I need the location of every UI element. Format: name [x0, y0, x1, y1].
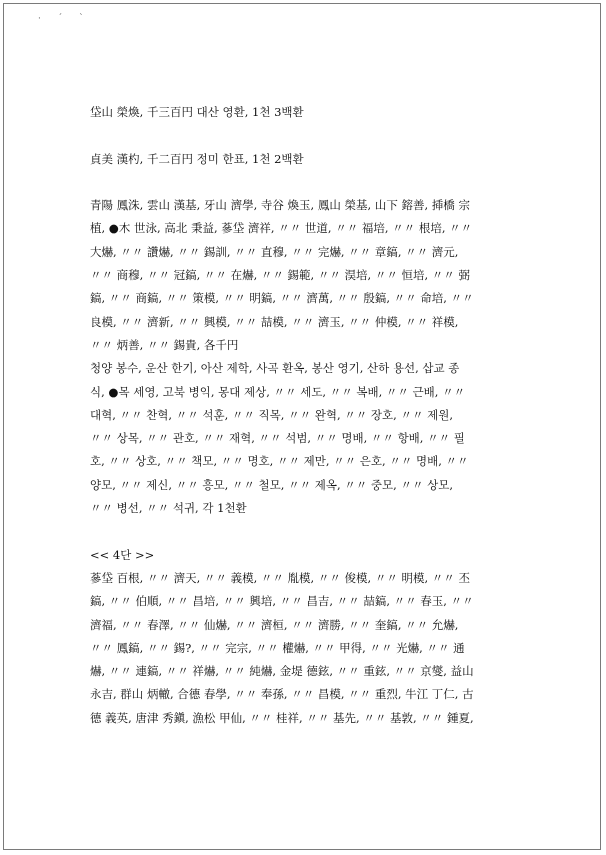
text-line: 鎬, 〃〃 伯順, 〃〃 昌培, 〃〃 興培, 〃〃 昌吉, 〃〃 喆鎬, 〃〃 春玉, 〃〃: [90, 594, 474, 609]
blank-line: [90, 124, 530, 147]
text-line: 貞美 漢杓, 千二百円 정미 한표, 1천 2백환: [90, 151, 304, 166]
text-line: 植, ●木 世泳, 高北 秉益, 蔘垈 濟祥, 〃〃 世道, 〃〃 福培, 〃〃 根培, 〃〃: [90, 221, 473, 236]
text-line: 德 義英, 唐津 秀鎭, 漁松 甲仙, 〃〃 桂祥, 〃〃 基先, 〃〃 基敦, 〃〃 鍾夏,: [90, 710, 474, 725]
text-line: 青陽 鳳洙, 雲山 漢基, 牙山 濟學, 寺谷 煥玉, 鳳山 榮基, 山下 鎔善, 揷橋 宗: [90, 198, 470, 213]
blank-line: [90, 171, 530, 194]
text-line: 〃〃 炳善, 〃〃 錫貴, 各千円: [90, 337, 239, 352]
text-line: 대혁, 〃〃 찬혁, 〃〃 석훈, 〃〃 직목, 〃〃 완혁, 〃〃 장호, 〃〃 제원,: [90, 407, 453, 422]
text-line: 식, ●목 세영, 고북 병익, 몽대 제상, 〃〃 세도, 〃〃 복배, 〃〃 근배, 〃〃: [90, 384, 466, 399]
document-body: [90, 101, 530, 730]
text-line: 호, 〃〃 상호, 〃〃 책모, 〃〃 명호, 〃〃 제만, 〃〃 은호, 〃〃 명배, 〃〃: [90, 454, 469, 469]
text-line: 垈山 榮煥, 千三百円 대산 영환, 1천 3백환: [90, 105, 304, 119]
text-line: 良模, 〃〃 濟新, 〃〃 興模, 〃〃 喆模, 〃〃 濟玉, 〃〃 仲模, 〃〃 祥模,: [90, 314, 459, 329]
text-line: 〃〃 商穆, 〃〃 冠鎬, 〃〃 在爀, 〃〃 錫範, 〃〃 淏培, 〃〃 恒培, 〃〃 弼: [90, 268, 470, 283]
text-line: 大爀, 〃〃 讚爀, 〃〃 錫訓, 〃〃 直穆, 〃〃 完爀, 〃〃 章鎬, 〃〃 濟元,: [90, 244, 459, 259]
text-line: 〃〃 鳳鎬, 〃〃 錫?, 〃〃 完宗, 〃〃 權爀, 〃〃 甲得, 〃〃 光爀, 〃〃 通: [90, 640, 465, 655]
text-line: 〃〃 상목, 〃〃 관호, 〃〃 재혁, 〃〃 석범, 〃〃 명배, 〃〃 항배, 〃〃 필: [90, 431, 465, 446]
text-line: 양모, 〃〃 제신, 〃〃 흥모, 〃〃 철모, 〃〃 제옥, 〃〃 중모, 〃〃 상모,: [90, 477, 453, 492]
text-line: 蔘垈 百根, 〃〃 濟天, 〃〃 義模, 〃〃 胤模, 〃〃 俊模, 〃〃 明模, 〃〃 丕: [90, 570, 470, 585]
text-line: 永吉, 群山 炳轍, 合德 春學, 〃〃 奉孫, 〃〃 昌模, 〃〃 重烈, 牛江 丁仁, 古: [90, 687, 474, 702]
text-line: 爀, 〃〃 連鎬, 〃〃 祥爀, 〃〃 純爀, 金堤 德鉉, 〃〃 重鉉, 〃〃 京燮, 益山: [90, 664, 474, 679]
blank-line: [90, 520, 530, 543]
text-line: 〃〃 병선, 〃〃 석귀, 각 1천환: [90, 501, 247, 516]
scan-marks: · ˊ ˋ: [38, 14, 91, 24]
section-heading: << 4단 >>: [90, 547, 155, 562]
text-line: 청양 봉수, 운산 한기, 아산 제학, 사곡 환옥, 봉산 영기, 산하 용선, 삽교 종: [90, 361, 460, 376]
text-line: 濟福, 〃〃 春澤, 〃〃 仙爀, 〃〃 濟桓, 〃〃 濟勝, 〃〃 奎鎬, 〃〃 允爀,: [90, 617, 459, 632]
text-line: 鎬, 〃〃 商鎬, 〃〃 策模, 〃〃 明鎬, 〃〃 濟萬, 〃〃 殷鎬, 〃〃 命培, 〃〃: [90, 291, 474, 306]
